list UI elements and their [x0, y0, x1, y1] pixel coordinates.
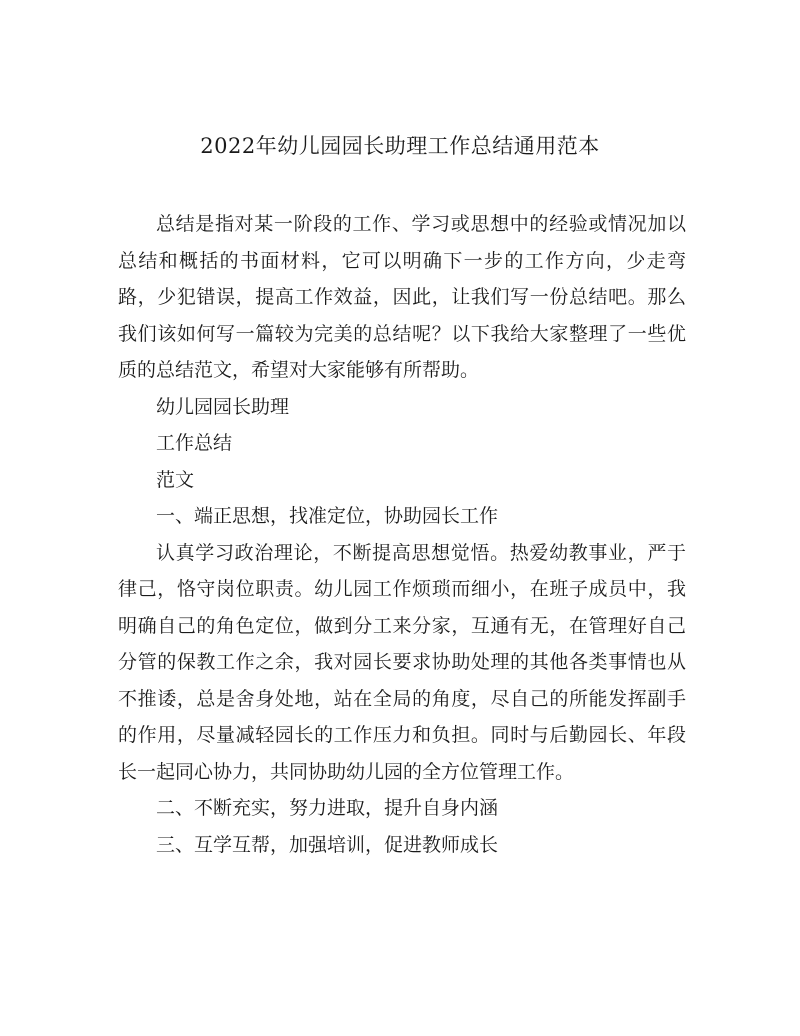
subtitle-line-3: 范文 [156, 468, 195, 491]
section-heading-1: 一、端正思想，找准定位，协助园长工作 [156, 505, 499, 527]
subtitle-line-2: 工作总结 [156, 432, 233, 454]
section-1-paragraph: 认真学习政治理论，不断提高思想觉悟。热爱幼教事业，严于律己，恪守岗位职责。幼儿园工作烦琐而细小，在班子成员中，我明确自己的角色定位，做到分工来分家，互通有无，在管理好自己分管的保教工作之余，我对园长要求协助处理的其他各类事情也从不推诿，总是舍身处地，站在全局的角度，尽自己的所能发挥副手的作用，尽量减轻园长的工作压力和负担。同时与后勤园长、年段长一起同心协力，共同协助幼儿园的全方位管理工作。 [118, 541, 686, 783]
section-heading-2: 二、不断充实，努力进取，提升自身内涵 [156, 797, 499, 819]
document-body [118, 206, 686, 863]
subtitle-line-1: 幼儿园园长助理 [156, 395, 290, 418]
intro-paragraph: 总结是指对某一阶段的工作、学习或思想中的经验或情况加以总结和概括的书面材料，它可以明确下一步的工作方向，少走弯路，少犯错误，提高工作效益，因此，让我们写一份总结吧。那么我们该如何写一篇较为完美的总结呢？以下我给大家整理了一些优质的总结范文，希望对大家能够有所帮助。 [118, 213, 686, 381]
document-title: 2022年幼儿园园长助理工作总结通用范本 [200, 134, 600, 158]
section-heading-3: 三、互学互帮，加强培训，促进教师成长 [156, 833, 499, 856]
